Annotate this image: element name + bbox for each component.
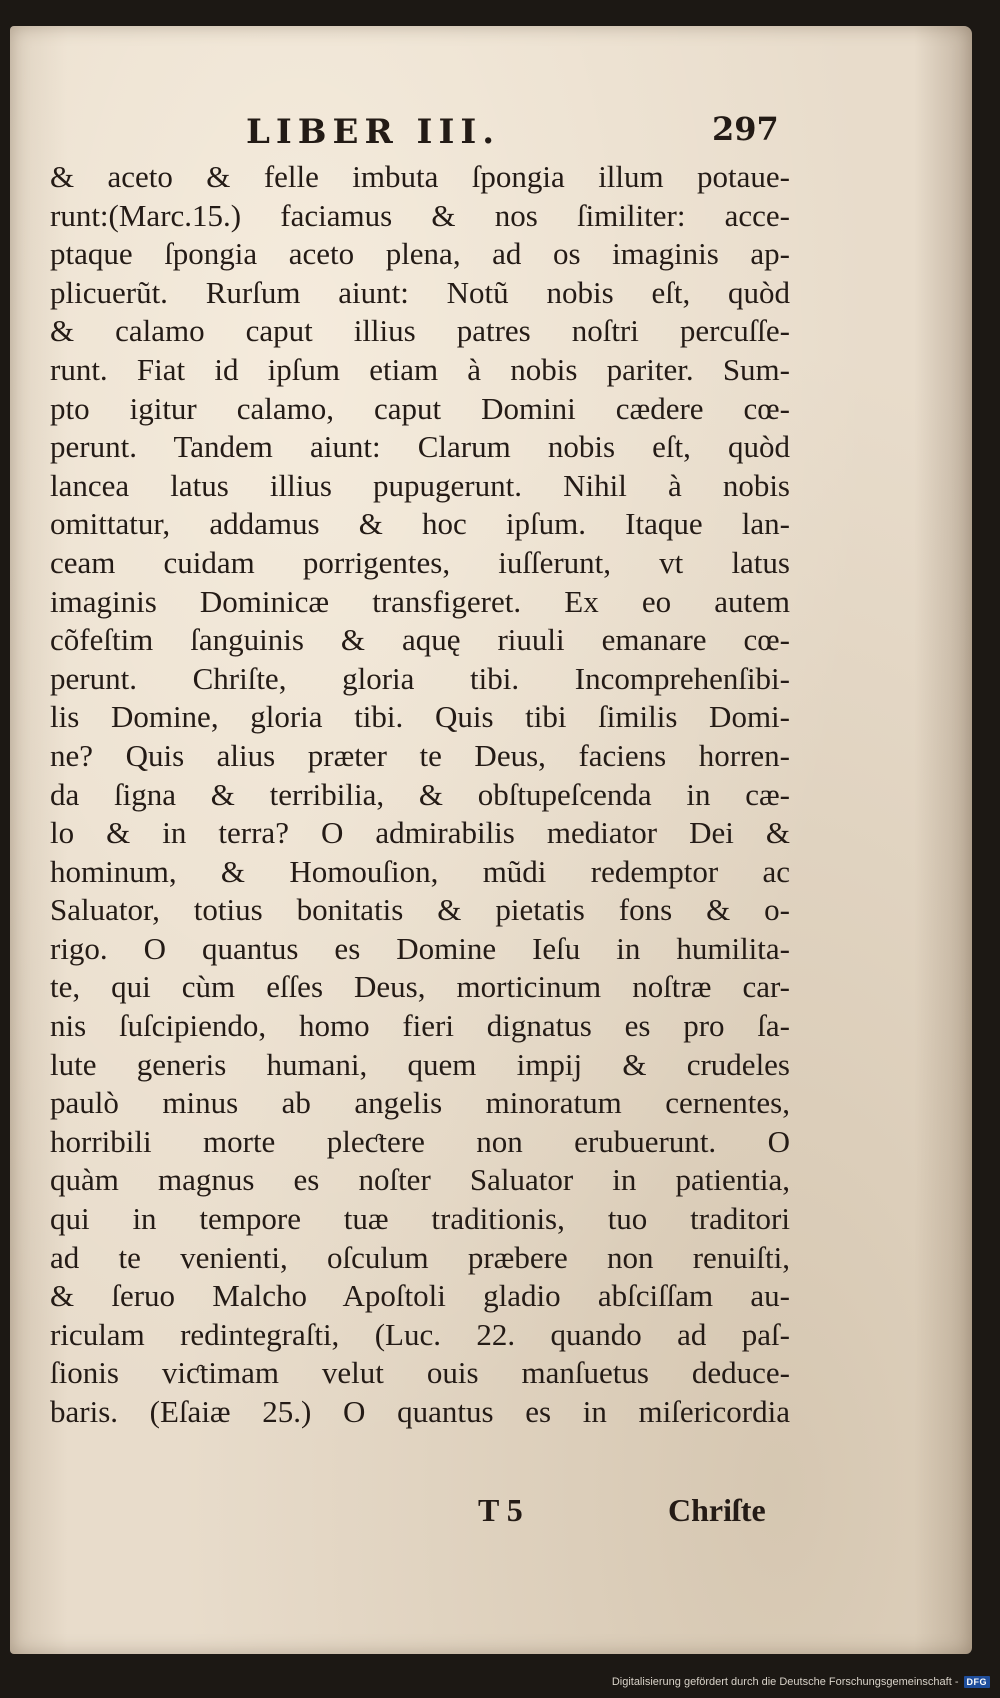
text-line: perunt. Chriſte, gloria tibi. Incomprehenſibi-	[50, 660, 790, 696]
text-line: ad te venienti, oſculum præbere non renuiſti,	[50, 1239, 790, 1275]
text-line: & calamo caput illius patres noſtri percuſſe-	[50, 313, 790, 349]
text-line: paulò minus ab angelis minoratum cernentes,	[50, 1085, 790, 1121]
dfg-logo-icon: DFG	[964, 1676, 991, 1688]
text-line: qui in tempore tuæ traditionis, tuo traditori	[50, 1201, 790, 1237]
text-line: lo & in terra? O admirabilis mediator Dei &	[50, 815, 790, 851]
text-line: runt. Fiat id ipſum etiam à nobis pariter. Sum-	[50, 351, 790, 387]
text-line: hominum, & Homouſion, mũdi redemptor ac	[50, 853, 790, 889]
text-line: baris. (Eſaiæ 25.) O quantus es in miſericordia	[50, 1394, 790, 1429]
text-line: lute generis humani, quem impij & crudeles	[50, 1046, 790, 1082]
page-number: 297	[712, 110, 779, 148]
text-line: quàm magnus es noſter Saluator in patientia,	[50, 1162, 790, 1198]
credit-text: Digitalisierung gefördert durch die Deutsche Forschungsgemeinschaft -	[611, 1676, 959, 1688]
text-line: imaginis Dominicæ transfigeret. Ex eo autem	[50, 583, 790, 619]
text-line: ceam cuidam porrigentes, iuſſerunt, vt latus	[50, 544, 790, 580]
body-text	[50, 158, 790, 1432]
text-line: cõfeſtim ſanguinis & aquę riuuli emanare cœ-	[50, 622, 790, 658]
text-line: nis ſuſcipiendo, homo fieri dignatus es pro ſa-	[50, 1008, 790, 1044]
text-line: da ſigna & terribilia, & obſtupeſcenda in cæ-	[50, 776, 790, 812]
text-line: perunt. Tandem aiunt: Clarum nobis eſt, quòd	[50, 429, 790, 465]
book-page	[10, 26, 972, 1654]
text-line: lancea latus illius pupugerunt. Nihil à nobis	[50, 467, 790, 503]
text-line: rigo. O quantus es Domine Ieſu in humilita-	[50, 930, 790, 966]
text-line: omittatur, addamus & hoc ipſum. Itaque lan-	[50, 506, 790, 542]
signature-mark: T 5	[478, 1492, 523, 1528]
catchword: Chriſte	[668, 1492, 766, 1528]
text-line: riculam redintegraſti, (Luc. 22. quando ad paſ-	[50, 1316, 790, 1352]
text-line: pto igitur calamo, caput Domini cædere cœ-	[50, 390, 790, 426]
text-line: & aceto & felle imbuta ſpongia illum potaue-	[50, 159, 790, 194]
text-line: & ſeruo Malcho Apoſtoli gladio abſciſſam au-	[50, 1278, 790, 1314]
running-head: LIBER III.	[246, 112, 501, 152]
digitization-credit	[612, 1676, 990, 1688]
text-line: runt:(Marc.15.) faciamus & nos ſimiliter: acce-	[50, 197, 790, 233]
text-line: horribili morte pleƈtere non erubuerunt. O	[50, 1123, 790, 1159]
text-line: ſionis viƈtimam velut ouis manſuetus deduce-	[50, 1355, 790, 1391]
text-line: Saluator, totius bonitatis & pietatis fons & o-	[50, 892, 790, 928]
text-line: plicuerũt. Rurſum aiunt: Notũ nobis eſt, quòd	[50, 274, 790, 310]
text-line: te, qui cùm eſſes Deus, morticinum noſtræ car-	[50, 969, 790, 1005]
text-line: ptaque ſpongia aceto plena, ad os imaginis ap-	[50, 236, 790, 272]
text-line: ne? Quis alius præter te Deus, faciens horren-	[50, 737, 790, 773]
text-line: lis Domine, gloria tibi. Quis tibi ſimilis Domi-	[50, 699, 790, 735]
